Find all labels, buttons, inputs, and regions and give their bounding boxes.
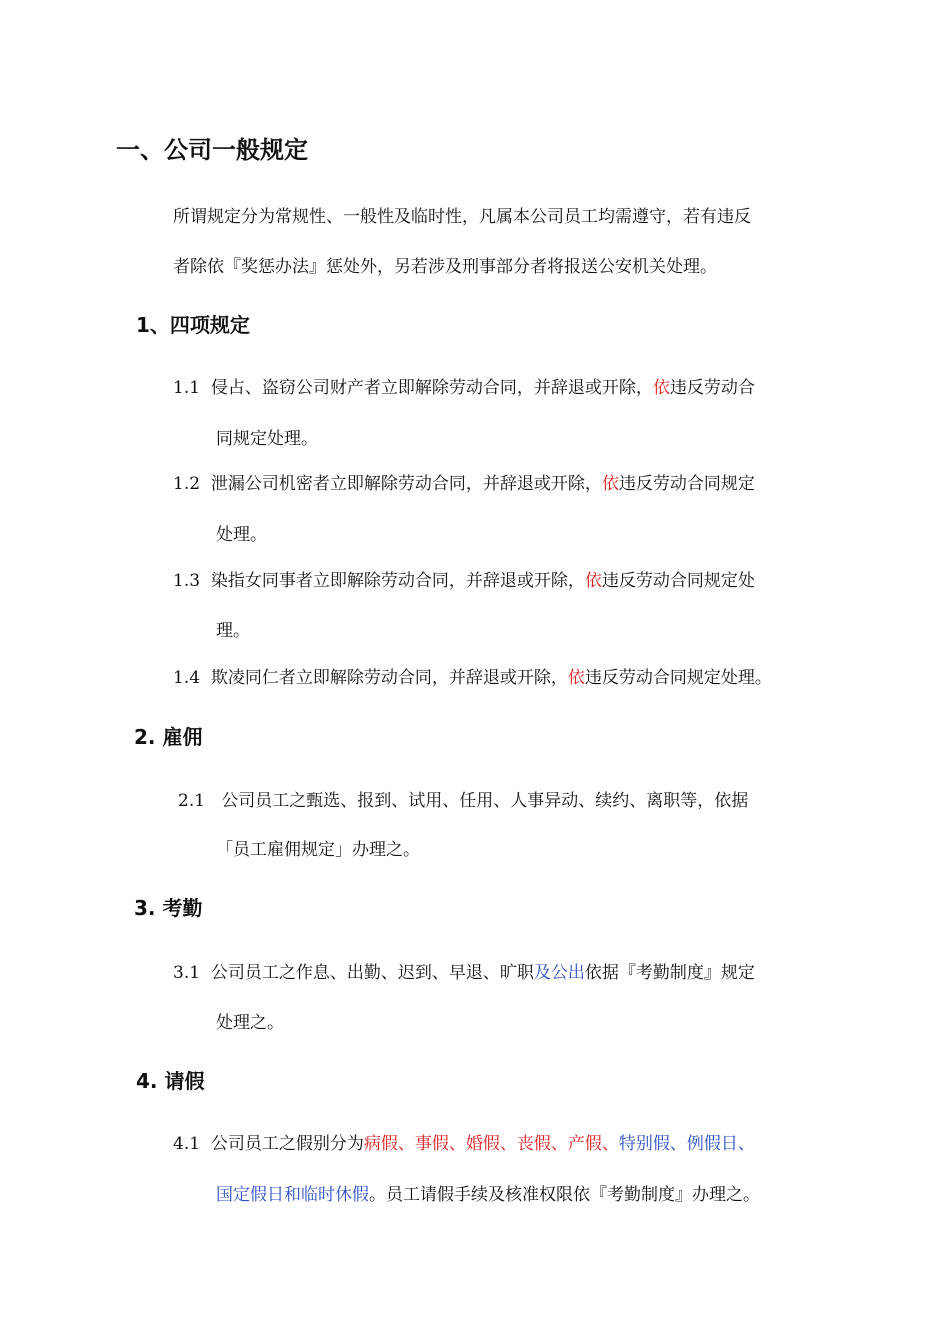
highlight-text: 依 [567,668,585,688]
leave-types-blue: 国定假日和临时休假 [216,1185,369,1205]
leave-types-red: 病假、事假、婚假、丧假、产假、 [363,1134,619,1154]
item-1-3-continuation: 理。 [216,621,250,641]
item-2-1-continuation: 「员工雇佣规定」办理之。 [216,840,420,860]
item-1-3 [173,566,755,591]
item-number: 1.1 [173,378,201,398]
item-1-4 [173,663,772,688]
item-text: 违反劳动合同规定 [618,474,755,494]
page-heading: 一、公司一般规定 [116,136,308,164]
highlight-text: 依 [652,378,670,398]
section-2-title: 2. 雇佣 [134,725,203,749]
item-text: 公司员工之作息、出勤、迟到、早退、旷职 [210,963,534,983]
item-4-1 [173,1129,755,1154]
item-2-1 [178,786,748,811]
item-text: 依据『考勤制度』规定 [584,963,755,983]
highlight-text: 及公出 [533,963,585,983]
item-text: 泄漏公司机密者立即解除劳动合同，并辞退或开除， [210,474,602,494]
intro-line-1: 所谓规定分为常规性、一般性及临时性，凡属本公司员工均需遵守，若有违反 [173,207,751,227]
item-text: 。员工请假手续及核准权限依『考勤制度』办理之。 [369,1185,760,1205]
item-text: 公司员工之假别分为 [210,1134,364,1154]
item-number: 4.1 [173,1134,201,1154]
item-number: 1.3 [173,571,201,591]
highlight-text: 依 [601,474,619,494]
item-text: 违反劳动合同规定处理。 [584,668,772,688]
item-1-1 [173,373,755,398]
item-text: 公司员工之甄选、报到、试用、任用、人事异动、续约、离职等，依据 [221,791,749,811]
section-3-title: 3. 考勤 [134,896,203,920]
item-text: 侵占、盗窃公司财产者立即解除劳动合同，并辞退或开除， [210,378,653,398]
item-1-2-continuation: 处理。 [216,525,267,545]
highlight-text: 依 [584,571,602,591]
section-4-title: 4. 请假 [136,1069,205,1093]
item-3-1 [173,958,755,983]
item-text: 染指女同事者立即解除劳动合同，并辞退或开除， [210,571,585,591]
item-number: 3.1 [173,963,201,983]
item-number: 2.1 [178,791,206,811]
item-1-2 [173,469,755,494]
item-4-1-continuation [216,1180,760,1205]
intro-line-2: 者除依『奖惩办法』惩处外，另若涉及刑事部分者将报送公安机关处理。 [173,257,717,277]
item-number: 1.2 [173,474,201,494]
item-1-1-continuation: 同规定处理。 [216,429,318,449]
section-1-title: 1、四项规定 [136,313,250,337]
item-3-1-continuation: 处理之。 [216,1013,284,1033]
leave-types-blue: 特别假、例假日、 [618,1134,755,1154]
item-text: 违反劳动合同规定处 [601,571,755,591]
item-number: 1.4 [173,668,201,688]
item-text: 欺凌同仁者立即解除劳动合同，并辞退或开除， [210,668,568,688]
item-text: 违反劳动合 [669,378,755,398]
